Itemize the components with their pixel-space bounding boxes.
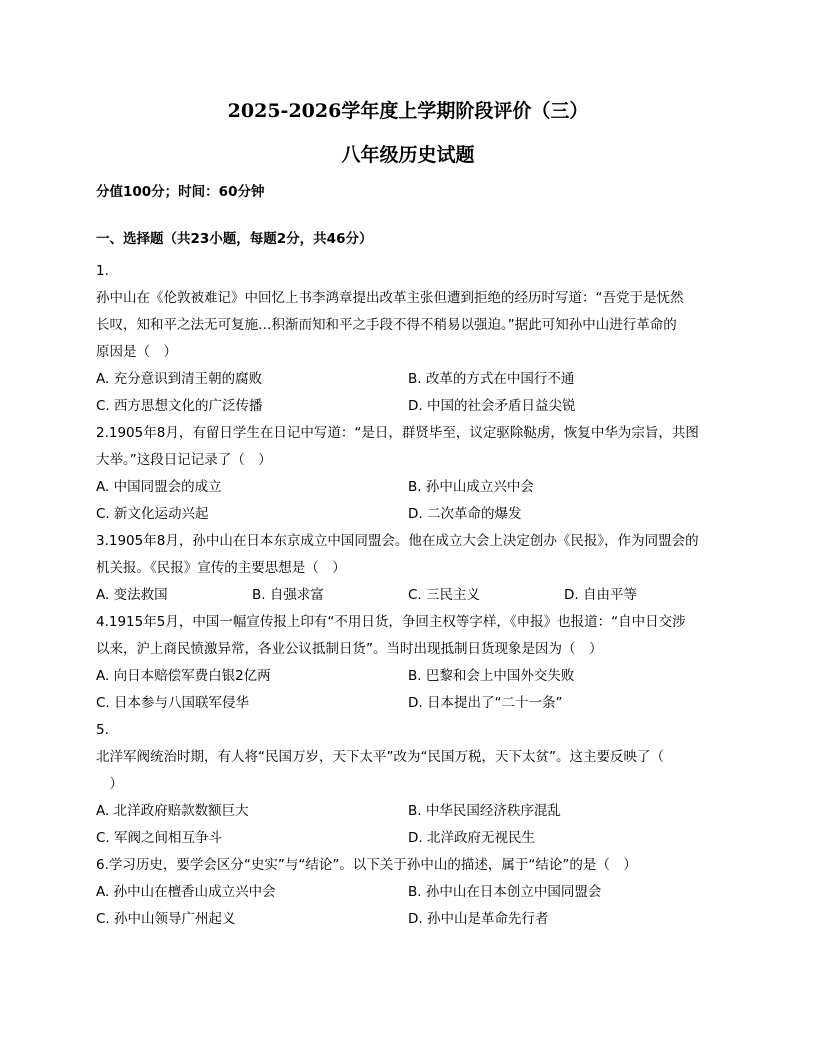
option-b[interactable]: B. 孙中山成立兴中会: [408, 479, 534, 495]
option-b[interactable]: B. 中华民国经济秩序混乱: [408, 803, 561, 819]
exam-meta: 分值100分；时间：60分钟: [96, 184, 265, 200]
option-b[interactable]: B. 改革的方式在中国行不通: [408, 371, 575, 387]
options-row: [96, 366, 720, 393]
option-a[interactable]: A. 变法救国: [96, 587, 168, 603]
exam-subtitle: 八年级历史试题: [341, 144, 475, 166]
option-a[interactable]: A. 北洋政府赔款数额巨大: [96, 803, 249, 819]
question-5: [96, 717, 720, 852]
option-d[interactable]: D. 孙中山是革命先行者: [408, 911, 549, 927]
question-1: [96, 258, 720, 420]
exam-title: 2025-2026学年度上学期阶段评价（三）: [227, 100, 589, 122]
options-row: [96, 501, 720, 528]
options-row: [96, 663, 720, 690]
option-c[interactable]: C. 三民主义: [408, 587, 481, 603]
option-d[interactable]: D. 二次革命的爆发: [408, 506, 522, 522]
question-4: [96, 609, 720, 717]
option-c[interactable]: C. 西方思想文化的广泛传播: [96, 398, 263, 414]
question-stem-line: 原因是（ ）: [96, 344, 177, 360]
option-a[interactable]: A. 中国同盟会的成立: [96, 479, 222, 495]
option-d[interactable]: D. 自由平等: [564, 587, 637, 603]
question-list: [96, 258, 720, 933]
options-row: [96, 582, 720, 609]
question-stem-line: 2.1905年8月，有留日学生在日记中写道：“是日，群贤毕至，议定驱除鞑虏，恢复中华为宗旨，共图: [96, 425, 699, 441]
question-2: [96, 420, 720, 528]
question-6: [96, 852, 720, 933]
options-row: [96, 474, 720, 501]
question-3: [96, 528, 720, 609]
question-stem-line: 长叹，知和平之法无可复施…积渐而知和平之手段不得不稍易以强迫。”据此可知孙中山进行革命的: [96, 317, 677, 333]
question-stem-line: 孙中山在《伦敦被难记》中回忆上书李鸿章提出改革主张但遭到拒绝的经历时写道：“吾党于是怃然: [96, 290, 684, 306]
question-stem-line: 以来，沪上商民愤激异常，各业公议抵制日货”。当时出现抵制日货现象是因为（ ）: [96, 641, 603, 657]
question-stem-line: ）: [96, 776, 123, 792]
option-a[interactable]: A. 孙中山在檀香山成立兴中会: [96, 884, 276, 900]
options-row: [96, 825, 720, 852]
option-b[interactable]: B. 巴黎和会上中国外交失败: [408, 668, 575, 684]
options-row: [96, 393, 720, 420]
question-number: 1.: [96, 263, 109, 279]
option-d[interactable]: D. 中国的社会矛盾日益尖锐: [408, 398, 576, 414]
options-row: [96, 906, 720, 933]
section-heading: 一、选择题（共23小题，每题2分，共46分）: [96, 231, 373, 247]
options-row: [96, 690, 720, 717]
option-b[interactable]: B. 自强求富: [252, 587, 324, 603]
question-stem-line: 机关报。《民报》宣传的主要思想是（ ）: [96, 560, 346, 576]
option-a[interactable]: A. 充分意识到清王朝的腐败: [96, 371, 263, 387]
option-c[interactable]: C. 日本参与八国联军侵华: [96, 695, 250, 711]
question-stem-line: 大举。”这段日记记录了（ ）: [96, 452, 272, 468]
option-b[interactable]: B. 孙中山在日本创立中国同盟会: [408, 884, 602, 900]
option-c[interactable]: C. 新文化运动兴起: [96, 506, 209, 522]
option-d[interactable]: D. 日本提出了“二十一条”: [408, 695, 563, 711]
option-c[interactable]: C. 孙中山领导广州起义: [96, 911, 236, 927]
question-stem-line: 6.学习历史，要学会区分“史实”与“结论”。以下关于孙中山的描述，属于“结论”的是（ ）: [96, 857, 637, 873]
question-stem-line: 4.1915年5月，中国一幅宣传报上印有“不用日货，争回主权等字样，《申报》也报道：“自中日交涉: [96, 614, 686, 630]
option-d[interactable]: D. 北洋政府无视民生: [408, 830, 535, 846]
question-stem-line: 北洋军阀统治时期，有人将“民国万岁，天下太平”改为“民国万税，天下太贫”。这主要反映了（: [96, 749, 664, 765]
question-number: 5.: [96, 722, 109, 738]
option-c[interactable]: C. 军阀之间相互争斗: [96, 830, 223, 846]
question-stem-line: 3.1905年8月，孙中山在日本东京成立中国同盟会。他在成立大会上决定创办《民报》，作为同盟会的: [96, 533, 699, 549]
options-row: [96, 798, 720, 825]
options-row: [96, 879, 720, 906]
option-a[interactable]: A. 向日本赔偿军费白银2亿两: [96, 668, 271, 684]
